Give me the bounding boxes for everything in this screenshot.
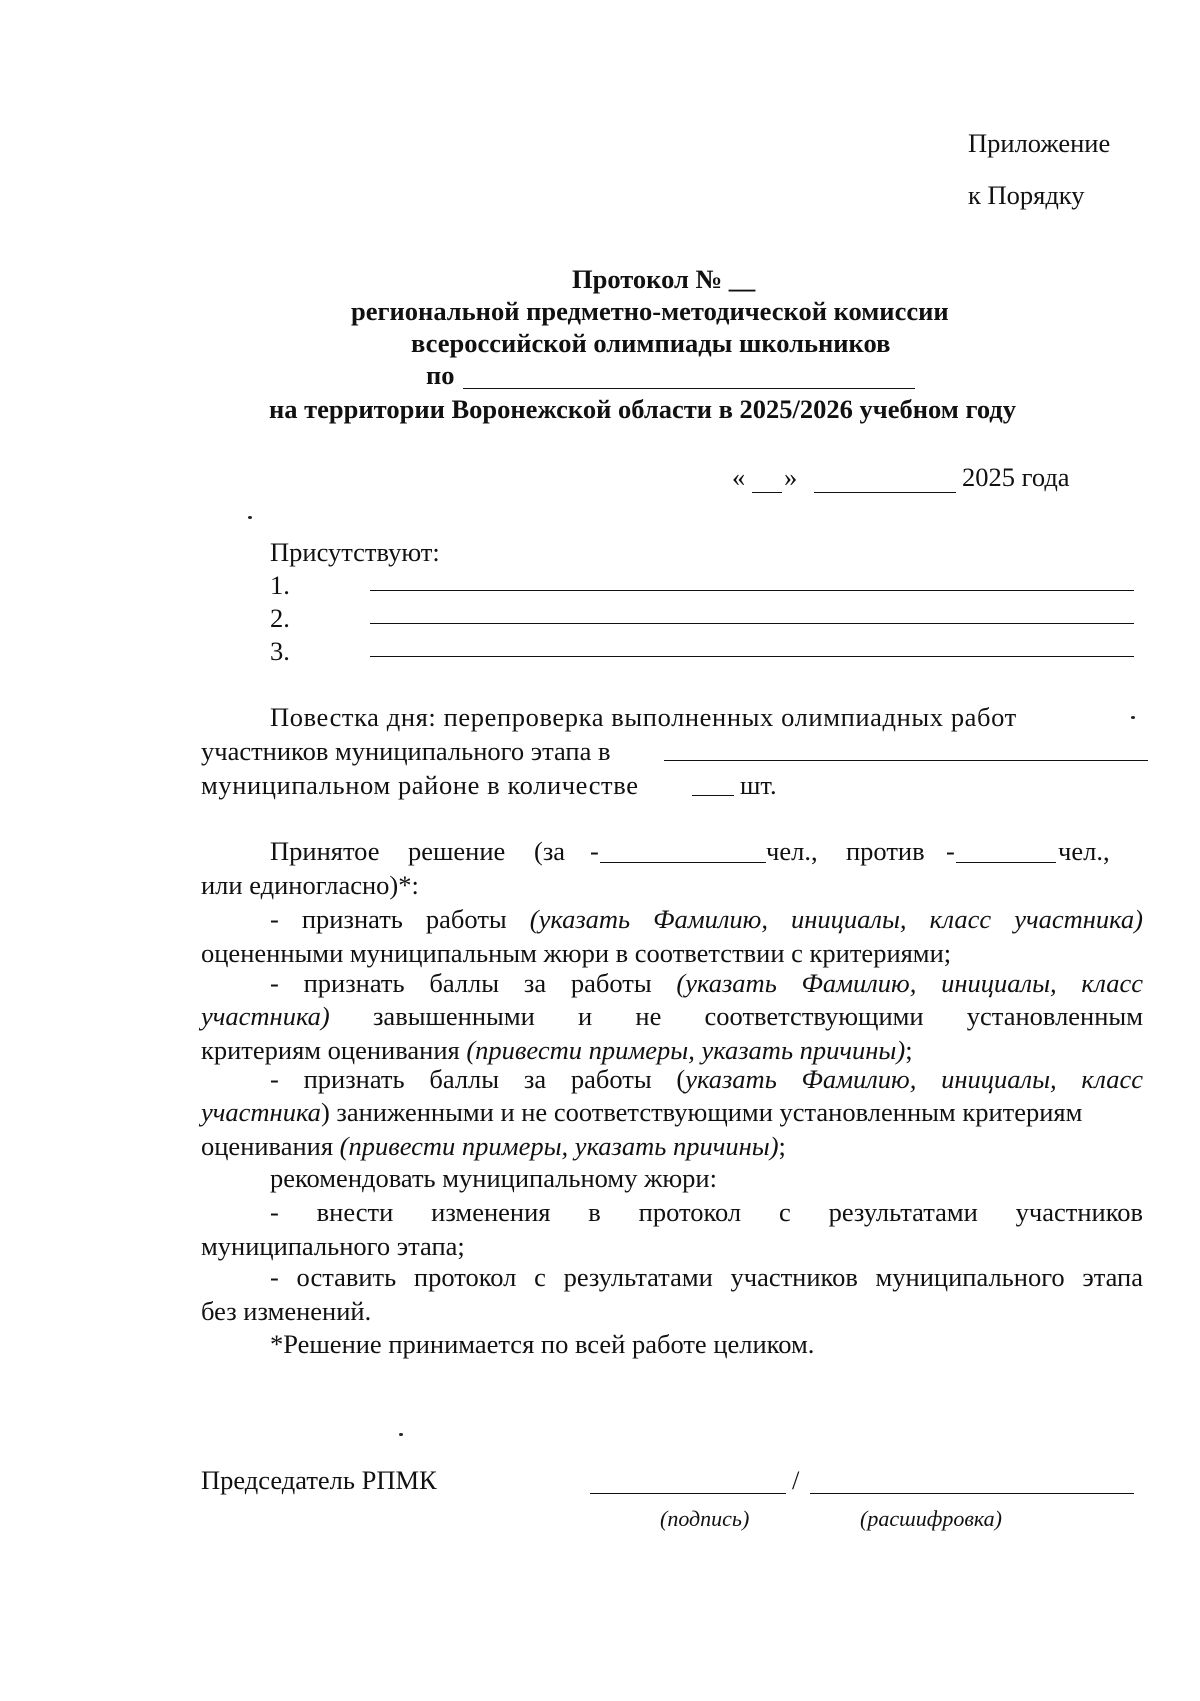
agenda-line-2: участников муниципального этапа в: [201, 736, 611, 766]
chair-label: Председатель РПМК: [201, 1465, 437, 1495]
attendee-number-1: 1.: [270, 570, 290, 600]
bullet-1-italic: (указать Фамилию, инициалы, класс участника): [529, 904, 1143, 934]
bullet-3-text: - признать баллы за работы (: [270, 1064, 686, 1094]
decision-word-3: (за: [534, 836, 566, 866]
agenda-district-blank[interactable]: [664, 760, 1148, 761]
appendix-label: Приложение: [968, 128, 1111, 158]
date-close-quote: »: [784, 462, 798, 492]
agenda-line-1: Повестка дня: перепроверка выполненных олимпиадных работ: [270, 702, 1017, 732]
bullet-3-italic-2: участника: [201, 1097, 321, 1127]
decision-word-7: -: [946, 836, 955, 866]
bullet-2-italic-1: (указать Фамилию, инициалы, класс: [676, 968, 1143, 998]
date-year: 2025 года: [962, 462, 1070, 492]
agenda-count-blank[interactable]: [692, 795, 734, 796]
bullet-1-text: - признать работы: [270, 904, 530, 934]
bullet-2-semicolon: ;: [905, 1035, 913, 1065]
attendee-number-3: 3.: [270, 636, 290, 666]
decision-word-5: чел.,: [766, 836, 818, 866]
protocol-title: Протокол № __: [572, 264, 756, 294]
territory-title: на территории Воронежской области в 2025/2026 учебном году: [269, 394, 1016, 424]
decision-word-6: против: [846, 836, 925, 866]
signature-caption: (подпись): [660, 1506, 750, 1531]
decision-note: *Решение принимается по всей работе целиком.: [270, 1329, 815, 1359]
bullet-2-text-2: завышенными и не соответствующими установленным: [329, 1001, 1143, 1031]
bullet-3-text-2: ) заниженными и не соответствующими установленным критериям: [320, 1097, 1083, 1127]
bullet-3-semicolon: ;: [778, 1131, 786, 1161]
scan-speck: [248, 516, 252, 519]
decision-word-1: Принятое: [270, 836, 380, 866]
bullet-2-line-3: [201, 1035, 913, 1066]
date-month-blank[interactable]: [814, 492, 956, 493]
bullet-3-line-1: [270, 1064, 1143, 1095]
bullet-3-line-2: [201, 1097, 1082, 1128]
bullet-1-line-2: оцененными муниципальным жюри в соответствии с критериями;: [201, 938, 952, 968]
date-day-blank[interactable]: [752, 492, 782, 493]
bullet-3-line-3: [201, 1131, 786, 1162]
recommend-1-line-2: муниципального этапа;: [201, 1231, 465, 1261]
bullet-2-line-1: [270, 968, 1143, 999]
subject-blank-line[interactable]: [463, 388, 915, 389]
signature-slash: /: [792, 1465, 800, 1495]
agenda-pieces: шт.: [740, 770, 777, 800]
decision-word-2: решение: [408, 836, 506, 866]
attendee-line-1[interactable]: [370, 590, 1134, 591]
attendee-line-3[interactable]: [370, 656, 1134, 657]
bullet-2-text: - признать баллы за работы: [270, 968, 677, 998]
recommend-2-line-2: без изменений.: [201, 1296, 372, 1326]
recommend-2-line-1: - оставить протокол с результатами участников муниципального этапа: [270, 1262, 1143, 1292]
bullet-2-italic-3: (привести примеры, указать причины): [466, 1035, 906, 1065]
signature-blank[interactable]: [590, 1493, 786, 1494]
decode-caption: (расшифровка): [860, 1506, 1002, 1531]
bullet-3-text-3: оценивания: [201, 1131, 340, 1161]
bullet-3-italic-3: (привести примеры, указать причины): [339, 1131, 779, 1161]
votes-for-blank[interactable]: [600, 862, 766, 863]
scan-speck-2: [1131, 716, 1135, 719]
decision-line-2: или единогласно)*:: [201, 870, 419, 900]
decision-word-8: чел.,: [1058, 836, 1110, 866]
bullet-2-text-3: критериям оценивания: [201, 1035, 467, 1065]
attendees-label: Присутствуют:: [270, 537, 440, 567]
date-open-quote: «: [732, 462, 746, 492]
recommend-heading: рекомендовать муниципальному жюри:: [270, 1163, 717, 1193]
attendee-line-2[interactable]: [370, 623, 1134, 624]
subject-prefix: по: [426, 360, 455, 390]
to-order-label: к Порядку: [968, 180, 1085, 210]
attendee-number-2: 2.: [270, 603, 290, 633]
bullet-3-italic-1: указать Фамилию, инициалы, класс: [685, 1064, 1143, 1094]
agenda-line-3: муниципальном районе в количестве: [201, 770, 639, 800]
bullet-2-line-2: [201, 1001, 1143, 1032]
decode-blank[interactable]: [810, 1493, 1134, 1494]
decision-word-4: -: [590, 836, 599, 866]
commission-title: региональной предметно-методической комиссии: [351, 296, 949, 326]
olympiad-title: всероссийской олимпиады школьников: [411, 328, 891, 358]
votes-against-blank[interactable]: [956, 862, 1056, 863]
bullet-2-italic-2: участника): [201, 1001, 330, 1031]
recommend-1-line-1: - внести изменения в протокол с результатами участников: [270, 1197, 1143, 1227]
scan-speck-3: [399, 1433, 403, 1436]
bullet-1-line-1: [270, 904, 1143, 935]
